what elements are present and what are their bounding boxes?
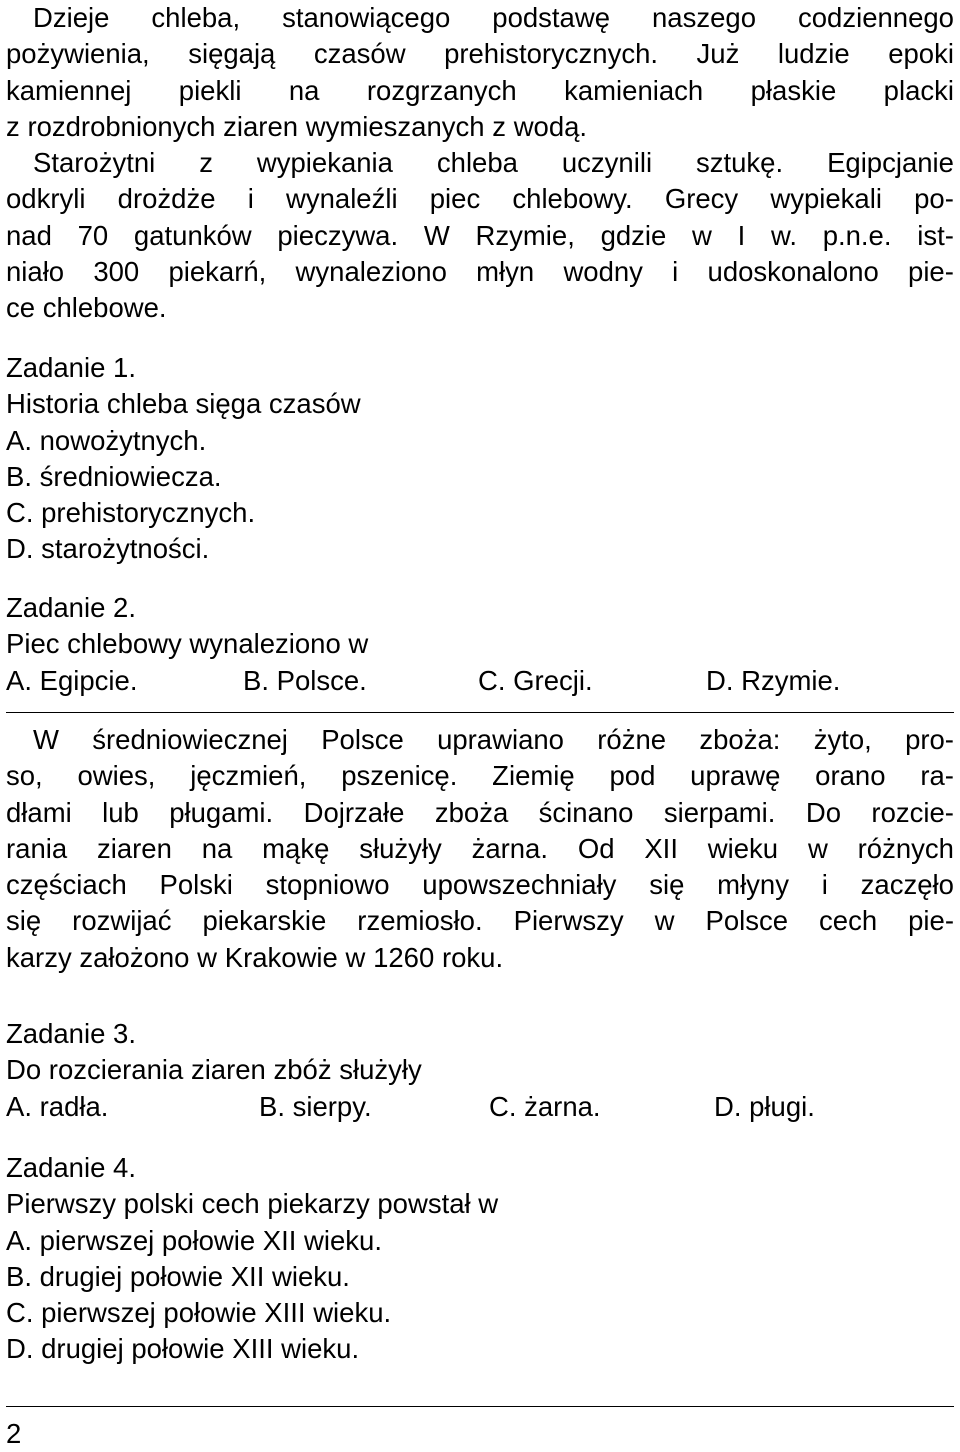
intro-line [6, 290, 954, 326]
word: żarna. [471, 832, 548, 864]
word: służyły [359, 832, 442, 864]
word: wynaleziono [295, 255, 447, 287]
word: naszego [652, 2, 756, 33]
word: wodą. [513, 110, 588, 142]
word: 1260 [373, 941, 435, 973]
word: młyn [476, 255, 535, 287]
word: częściach [6, 869, 127, 901]
answer-option: B. drugiej połowie XII wieku. [6, 1260, 350, 1292]
word: p.n.e. [822, 219, 892, 251]
word: dłami [6, 796, 72, 828]
word: rozcie- [871, 796, 954, 828]
medieval-line [6, 831, 954, 867]
word: Rzymie, [475, 219, 575, 251]
word: się [649, 869, 685, 901]
word: Polski [159, 869, 233, 901]
word: młyny [717, 869, 789, 901]
word: rania [6, 832, 68, 864]
answer-option: B. średniowiecza. [6, 460, 222, 492]
medieval-paragraph [33, 722, 954, 758]
intro-paragraph-2 [33, 145, 954, 181]
task-2 [6, 590, 954, 699]
word: wypiekania [256, 147, 393, 178]
word: wymieszanych [305, 110, 485, 142]
footer-divider [6, 1406, 954, 1407]
word: zboża [434, 796, 509, 828]
word: uczynili [561, 147, 653, 178]
intro-paragraph-body [6, 36, 954, 145]
word: w [692, 219, 712, 251]
word: piec [429, 183, 481, 215]
word: Polsce [705, 905, 789, 937]
answer-option: B. Polsce. [243, 664, 367, 696]
answer-option: B. sierpy. [259, 1090, 372, 1122]
word: cech [819, 905, 878, 937]
word: lub [102, 796, 139, 828]
word: prehistorycznych. [444, 38, 659, 70]
word: Pierwszy [513, 905, 624, 937]
word: gatunków [133, 219, 252, 251]
word: i [247, 183, 254, 215]
word: so, [6, 760, 43, 792]
answer-options-row [6, 663, 954, 699]
word: w [654, 905, 675, 937]
word: i [672, 255, 679, 287]
word: Egipcjanie [827, 147, 954, 178]
word: żyto, [813, 724, 872, 755]
word: Od [577, 832, 615, 864]
word: Ziemię [492, 760, 575, 792]
word: wypiekali [770, 183, 882, 215]
word: założono [79, 941, 190, 973]
word: Do [805, 796, 841, 828]
medieval-line [6, 940, 954, 976]
word: 70 [77, 219, 109, 251]
word: drożdże [117, 183, 216, 215]
answer-option: A. pierwszej połowie XII wieku. [6, 1224, 382, 1256]
section-divider [6, 712, 954, 713]
word: Starożytni [33, 147, 156, 178]
word: wieku [707, 832, 779, 864]
word: pługami. [169, 796, 274, 828]
word: uprawiano [437, 724, 564, 755]
intro-line [6, 254, 954, 290]
word: po- [914, 183, 954, 215]
word: owies, [77, 760, 156, 792]
word: ludzie [777, 38, 850, 70]
task-question: Do rozcierania ziaren zbóż służyły [6, 1054, 422, 1086]
word: Grecy [664, 183, 739, 215]
intro-line [33, 0, 954, 36]
word: rozwijać [72, 905, 172, 937]
word: chlebowe. [42, 292, 167, 324]
word: piekarń, [168, 255, 267, 287]
answer-option: A. radła. [6, 1090, 109, 1122]
word: w [197, 941, 218, 973]
word: rozdrobnionych [27, 110, 216, 142]
word: W [33, 724, 59, 755]
answer-option: A. nowożytnych. [6, 424, 207, 456]
word: wynaleźli [286, 183, 398, 215]
answer-option: A. Egipcie. [6, 664, 138, 696]
word: rzemiosło. [357, 905, 483, 937]
word: 300 [93, 255, 140, 287]
word: sztukę. [696, 147, 784, 178]
word: codziennego [798, 2, 954, 33]
word: się [6, 905, 42, 937]
word: zaczęło [860, 869, 954, 901]
word: płaskie [750, 74, 837, 106]
medieval-line [6, 795, 954, 831]
word: ce [6, 292, 36, 324]
word: pożywienia, [6, 38, 150, 70]
task-3 [6, 1016, 954, 1125]
word: czasów [313, 38, 406, 70]
word: uprawę [690, 760, 781, 792]
intro-paragraph [33, 0, 954, 36]
word: pro- [905, 724, 954, 755]
intro-line [33, 145, 954, 181]
medieval-line [6, 903, 954, 939]
word: gdzie [600, 219, 667, 251]
task-question: Historia chleba sięga czasów [6, 388, 361, 420]
word: średniowiecznej [92, 724, 288, 755]
answer-option: D. Rzymie. [706, 664, 841, 696]
word: chleba, [151, 2, 241, 33]
task-4 [6, 1150, 498, 1368]
word: zboża: [699, 724, 781, 755]
task-question: Pierwszy polski cech piekarzy powstał w [6, 1188, 499, 1220]
word: sięgają [188, 38, 276, 70]
word: pszenicę. [341, 760, 458, 792]
medieval-line [33, 722, 954, 758]
word: W [423, 219, 450, 251]
word: nad [6, 219, 52, 251]
medieval-paragraph-body [6, 758, 954, 976]
word: niało [6, 255, 65, 287]
word: pieczywa. [277, 219, 399, 251]
word: karzy [6, 941, 72, 973]
intro-line [6, 109, 954, 145]
word: pod [609, 760, 656, 792]
word: pie- [908, 255, 954, 287]
word: jęczmień, [190, 760, 307, 792]
word: różne [597, 724, 667, 755]
word: w [807, 832, 828, 864]
word: ist- [917, 219, 954, 251]
word: epoki [888, 38, 954, 70]
word: rozgrzanych [366, 74, 517, 106]
word: ziaren [96, 832, 172, 864]
word: w [345, 941, 366, 973]
answer-option: C. żarna. [489, 1090, 601, 1122]
word: placki [883, 74, 954, 106]
word: piekarskie [202, 905, 327, 937]
word: roku. [441, 941, 504, 973]
word: na [288, 74, 320, 106]
page-number: 2 [6, 1418, 22, 1449]
task-heading: Zadanie 4. [6, 1152, 136, 1183]
word: w. [770, 219, 797, 251]
answer-option: D. starożytności. [6, 533, 210, 565]
answer-option: C. Grecji. [478, 664, 593, 696]
word: z [492, 110, 506, 142]
intro-line [6, 218, 954, 254]
word: ziaren [223, 110, 299, 142]
word: pie- [908, 905, 954, 937]
word: Dzieje [33, 2, 110, 33]
word: Polsce [321, 724, 404, 755]
intro-paragraph-2-body [6, 181, 954, 326]
word: z [199, 147, 213, 178]
word: XII [644, 832, 678, 864]
word: różnych [857, 832, 954, 864]
word: kamiennej [6, 74, 132, 106]
word: udoskonalono [707, 255, 879, 287]
answer-option: C. prehistorycznych. [6, 497, 256, 529]
task-1 [6, 350, 361, 568]
intro-line [6, 181, 954, 217]
word: sierpami. [663, 796, 776, 828]
word: i [821, 869, 828, 901]
word: ścinano [538, 796, 634, 828]
word: mąkę [262, 832, 330, 864]
word: piekli [178, 74, 242, 106]
word: orano [815, 760, 886, 792]
word: na [201, 832, 233, 864]
word: I [737, 219, 746, 251]
medieval-line [6, 758, 954, 794]
task-question: Piec chlebowy wynaleziono w [6, 628, 369, 660]
word: Dojrzałe [303, 796, 405, 828]
answer-option: D. drugiej połowie XIII wieku. [6, 1333, 360, 1365]
answer-option: C. pierwszej połowie XIII wieku. [6, 1297, 392, 1329]
word: chleba [436, 147, 518, 178]
intro-line [6, 73, 954, 109]
task-heading: Zadanie 2. [6, 592, 136, 623]
word: odkryli [6, 183, 86, 215]
word: chlebowy. [512, 183, 633, 215]
word: stanowiącego [282, 2, 451, 33]
word: kamieniach [564, 74, 704, 106]
task-heading: Zadanie 3. [6, 1018, 136, 1049]
medieval-line [6, 867, 954, 903]
word: Już [696, 38, 740, 70]
answer-option: D. pługi. [714, 1090, 815, 1122]
intro-line [6, 36, 954, 72]
word: z [6, 110, 20, 142]
task-heading: Zadanie 1. [6, 352, 136, 383]
word: podstawę [492, 2, 611, 33]
answer-options-row [6, 1089, 954, 1125]
word: stopniowo [265, 869, 390, 901]
word: wodny [563, 255, 643, 287]
word: ra- [920, 760, 954, 792]
word: Krakowie [224, 941, 338, 973]
word: upowszechniały [422, 869, 617, 901]
